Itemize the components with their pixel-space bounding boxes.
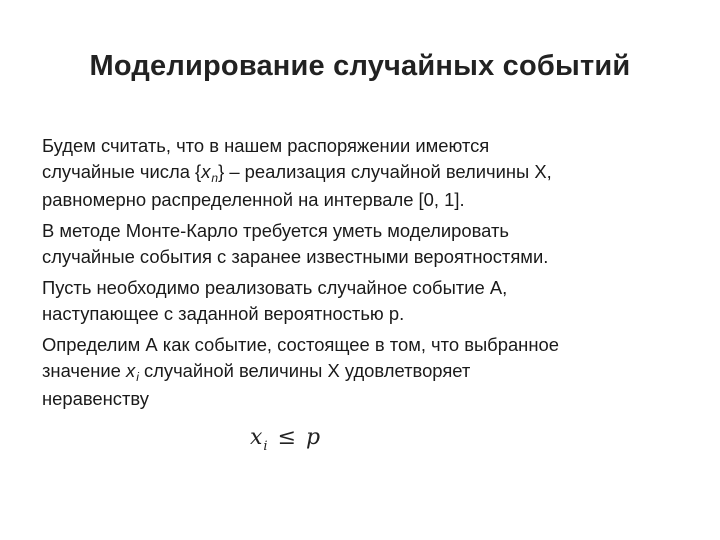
- inequality-formula: [250, 425, 321, 454]
- text-fragment: случайной величины X удовлетворяет: [138, 360, 471, 381]
- text-line: [42, 358, 682, 386]
- text-line: Будем считать, что в нашем распоряжении имеются: [42, 135, 490, 156]
- text-line: равномерно распределенной на интервале [0, 1].: [42, 189, 465, 210]
- text-line: наступающее с заданной вероятностью р.: [42, 303, 405, 324]
- text-line: Пусть необходимо реализовать случайное событие А,: [42, 277, 508, 298]
- subscript-i: i: [136, 370, 139, 384]
- text-fragment: } – реализация случайной величины X,: [218, 161, 552, 182]
- text-fragment: случайные числа {: [42, 161, 202, 182]
- text-line: неравенству: [42, 388, 149, 409]
- variable-x: x: [126, 360, 136, 381]
- formula-subscript: i: [263, 439, 268, 454]
- text-line: Определим А как событие, состоящее в том, что выбранное: [42, 334, 559, 355]
- formula-variable: x: [250, 425, 263, 450]
- slide-body: [42, 133, 682, 417]
- paragraph-event: [42, 275, 682, 327]
- paragraph-assumption: [42, 133, 682, 213]
- text-line: случайные события с заранее известными вероятностями.: [42, 246, 549, 267]
- less-equal-sign: ≤: [277, 425, 297, 450]
- text-line: [42, 159, 682, 187]
- slide-title: Моделирование случайных событий: [89, 50, 631, 82]
- paragraph-definition: [42, 332, 682, 412]
- subscript-n: n: [211, 171, 219, 185]
- paragraph-monte-carlo: [42, 218, 682, 270]
- text-fragment: значение: [42, 360, 126, 381]
- text-line: В методе Монте-Карло требуется уметь моделировать: [42, 220, 509, 241]
- formula-rhs: p: [306, 425, 321, 450]
- variable-x: x: [201, 161, 211, 182]
